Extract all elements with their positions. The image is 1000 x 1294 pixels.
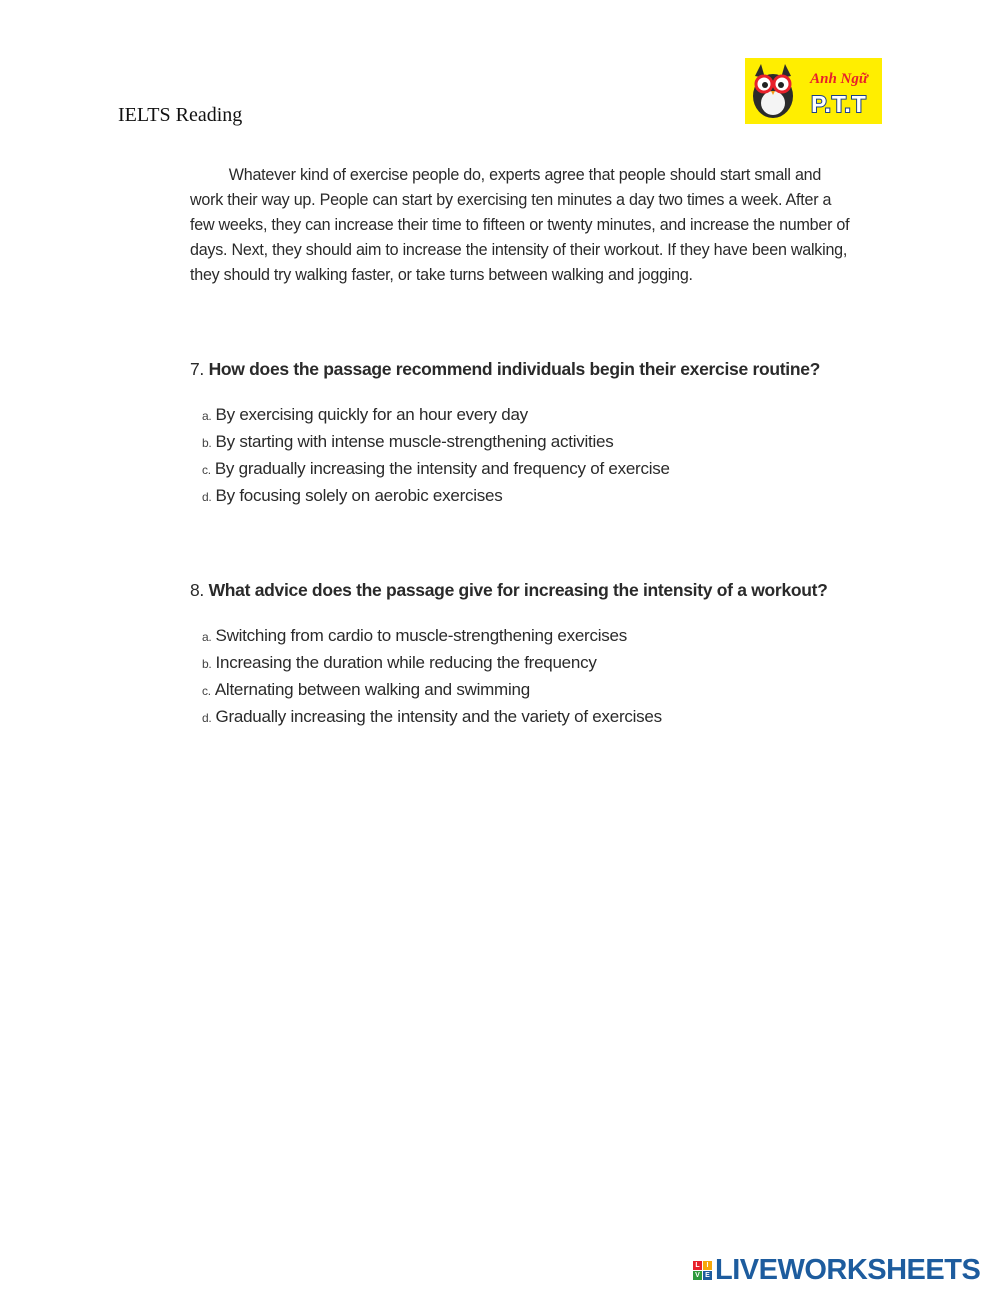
question-8	[190, 580, 870, 601]
option-letter: c.	[202, 463, 211, 477]
option-letter: d.	[202, 711, 212, 725]
question-7-options	[202, 402, 870, 510]
option-text: By starting with intense muscle-strengthening activities	[215, 432, 614, 451]
question-7	[190, 359, 870, 380]
option-text: By gradually increasing the intensity and frequency of exercise	[214, 459, 670, 478]
option-text: Alternating between walking and swimming	[214, 680, 530, 699]
icon-letter: L	[693, 1261, 702, 1270]
brand-logo	[745, 58, 882, 124]
owl-logo-icon	[745, 58, 882, 124]
option-7c[interactable]	[202, 456, 870, 483]
header-title: IELTS Reading	[118, 104, 243, 126]
question-number: 7.	[190, 359, 204, 379]
reading-passage: Whatever kind of exercise people do, experts agree that people should start small and work their way up. People can start by exercising ten minutes a day two times a week. After a few weeks, they can increase their time to fifteen or twenty minutes, and increase the number of days. Next, they should aim to increase the intensity of their workout. If they have been walking, they should try walking faster, or take turns between walking and jogging.	[190, 165, 850, 284]
option-text: By focusing solely on aerobic exercises	[215, 486, 503, 505]
option-8b[interactable]	[202, 650, 870, 677]
logo-line1: Anh Ngữ	[810, 71, 868, 87]
option-letter: c.	[202, 684, 211, 698]
option-8c[interactable]	[202, 677, 870, 704]
liveworksheets-icon	[693, 1261, 712, 1280]
question-number: 8.	[190, 580, 204, 600]
liveworksheets-logo[interactable]	[693, 1254, 980, 1286]
question-8-options	[202, 623, 870, 731]
option-7b[interactable]	[202, 429, 870, 456]
worksheet-content	[190, 162, 870, 731]
option-text: Increasing the duration while reducing the frequency	[215, 653, 597, 672]
option-7a[interactable]	[202, 402, 870, 429]
option-letter: a.	[202, 630, 212, 644]
icon-letter: V	[693, 1271, 702, 1280]
option-letter: b.	[202, 436, 212, 450]
option-text: By exercising quickly for an hour every day	[215, 405, 528, 424]
option-text: Switching from cardio to muscle-strengthening exercises	[215, 626, 627, 645]
option-letter: a.	[202, 409, 212, 423]
icon-letter: E	[703, 1271, 712, 1280]
option-text: Gradually increasing the intensity and the variety of exercises	[215, 707, 662, 726]
option-letter: d.	[202, 490, 212, 504]
liveworksheets-brand: LIVEWORKSHEETS	[715, 1253, 981, 1286]
question-text: How does the passage recommend individuals begin their exercise routine?	[208, 359, 821, 379]
option-7d[interactable]	[202, 483, 870, 510]
option-8d[interactable]	[202, 704, 870, 731]
question-text: What advice does the passage give for increasing the intensity of a workout?	[208, 580, 828, 600]
option-letter: b.	[202, 657, 212, 671]
logo-line2: P.T.T	[811, 91, 867, 117]
option-8a[interactable]	[202, 623, 870, 650]
icon-letter: I	[703, 1261, 712, 1270]
